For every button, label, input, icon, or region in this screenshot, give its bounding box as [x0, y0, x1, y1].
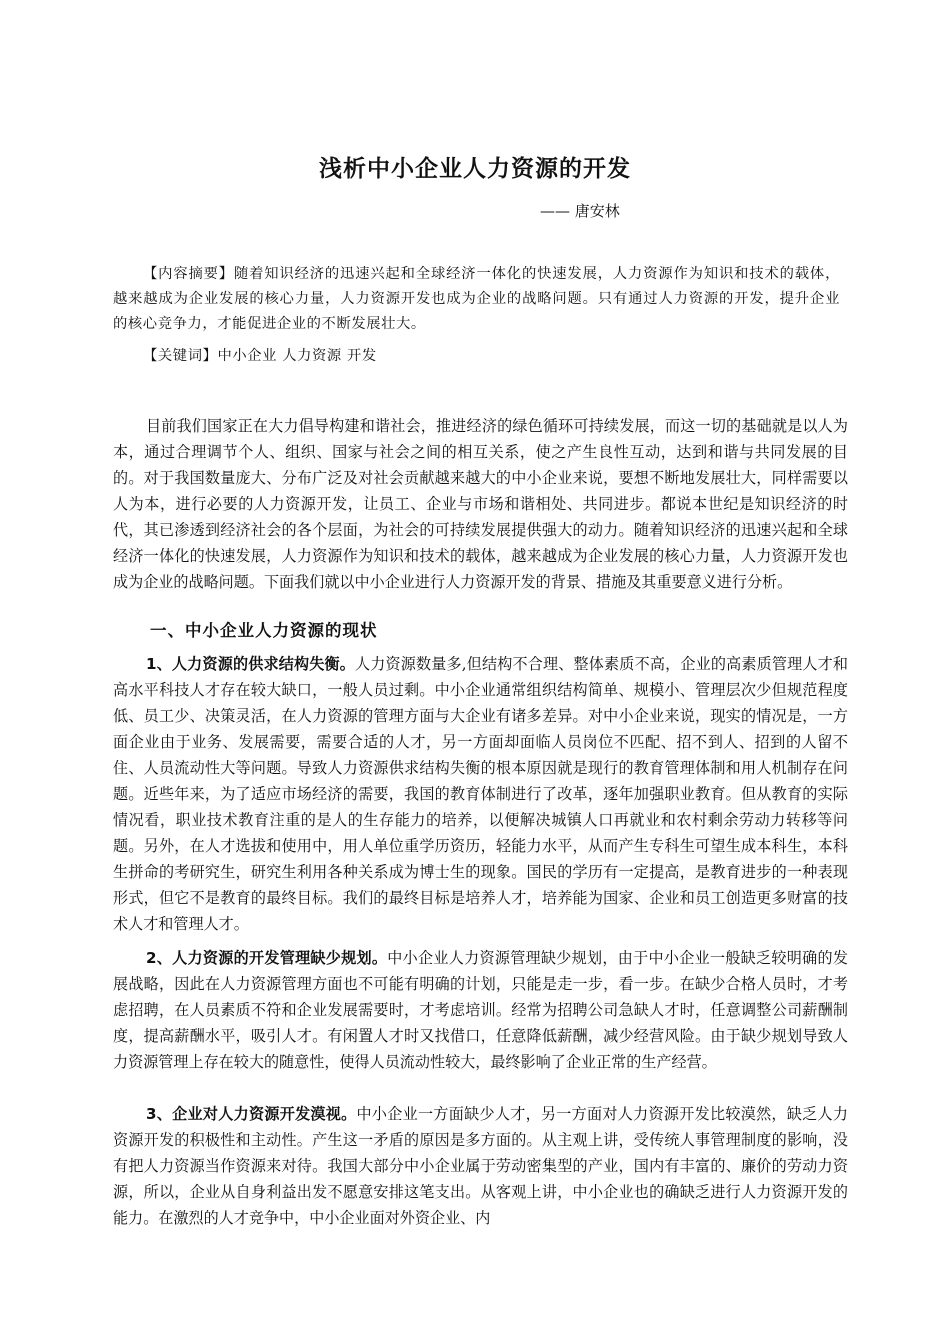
paragraph-1-text: 人力资源数量多,但结构不合理、整体素质不高，企业的高素质管理人才和高水平科技人才存在较大缺口，一般人员过剩。中小企业通常组织结构简单、规模小、管理层次少但规范程度低、员工少、决策灵活，在人力资源的管理方面与大企业有诸多差异。对中小企业来说，现实的情况是，一方面企业由于业务、发展需要，需要合适的人才，另一方面却面临人员岗位不匹配、招不到人、招到的人留不住、人员流动性大等问题。导致人力资源供求结构失衡的根本原因就是现行的教育管理体制和用人机制存在问题。近些年来，为了适应市场经济的需要，我国的教育体制进行了改革，逐年加强职业教育。但从教育的实际情况看，职业技术教育注重的是人的生存能力的培养，以便解决城镇人口再就业和农村剩余劳动力转移等问题。另外，在人才选拔和使用中，用人单位重学历资历，轻能力水平，从而产生专科生可望生成本科生，本科生拼命的考研究生，研究生利用各种关系成为博士生的现象。国民的学历有一定提高，是教育进步的一种表现形式，但它不是教育的最终目标。我们的最终目标是培养人才，培养能为国家、企业和员工创造更多财富的技术人才和管理人才。	[113, 655, 848, 933]
paragraph-2-text: 中小企业人力资源管理缺少规划，由于中小企业一般缺乏较明确的发展战略，因此在人力资源管理方面也不可能有明确的计划，只能是走一步，看一步。在缺少合格人员时，才考虑招聘，在人员素质不符和企业发展需要时，才考虑培训。经常为招聘公司急缺人才时，任意调整公司薪酬制度，提高薪酬水平，吸引人才。有闲置人才时又找借口，任意降低薪酬，减少经营风险。由于缺少规划导致人力资源管理上存在较大的随意性，使得人员流动性较大，最终影响了企业正常的生产经营。	[113, 949, 848, 1071]
paragraph-3	[113, 1101, 848, 1231]
abstract: 【内容摘要】随着知识经济的迅速兴起和全球经济一体化的快速发展，人力资源作为知识和技术的载体，越来越成为企业发展的核心力量，人力资源开发也成为企业的战略问题。只有通过人力资源的开发，提升企业的核心竞争力，才能促进企业的不断发展壮大。	[113, 266, 840, 332]
paragraph-1	[113, 651, 848, 937]
paragraph-3-text: 中小企业一方面缺少人才，另一方面对人力资源开发比较漠然，缺乏人力资源开发的积极性和主动性。产生这一矛盾的原因是多方面的。从主观上讲，受传统人事管理制度的影响，没有把人力资源当作资源来对待。我国大部分中小企业属于劳动密集型的产业，国内有丰富的、廉价的劳动力资源，所以，企业从自身利益出发不愿意安排这笔支出。从客观上讲，中小企业也的确缺乏进行人力资源开发的能力。在激烈的人才竞争中，中小企业面对外资企业、内	[113, 1105, 848, 1227]
paragraph-2-lead: 2、人力资源的开发管理缺少规划。	[146, 949, 388, 967]
paragraph-3-lead: 3、企业对人力资源开发漠视。	[146, 1105, 357, 1123]
paragraph-1-lead: 1、人力资源的供求结构失衡。	[146, 655, 355, 673]
section-heading: 一、中小企业人力资源的现状	[150, 621, 378, 640]
document-title: 浅析中小企业人力资源的开发	[319, 156, 631, 182]
document-author: —— 唐安林	[540, 202, 620, 220]
paragraph-2	[113, 945, 848, 1075]
keywords: 【关键词】中小企业 人力资源 开发	[143, 348, 377, 364]
intro-paragraph: 目前我们国家正在大力倡导构建和谐社会，推进经济的绿色循环可持续发展，而这一切的基础就是以人为本，通过合理调节个人、组织、国家与社会之间的相互关系，使之产生良性互动，达到和谐与共同发展的目的。对于我国数量庞大、分布广泛及对社会贡献越来越大的中小企业来说，要想不断地发展壮大，同样需要以人为本，进行必要的人力资源开发，让员工、企业与市场和谐相处、共同进步。都说本世纪是知识经济的时代，其已渗透到经济社会的各个层面，为社会的可持续发展提供强大的动力。随着知识经济的迅速兴起和全球经济一体化的快速发展，人力资源作为知识和技术的载体，越来越成为企业发展的核心力量，人力资源开发也成为企业的战略问题。下面我们就以中小企业进行人力资源开发的背景、措施及其重要意义进行分析。	[113, 417, 848, 591]
